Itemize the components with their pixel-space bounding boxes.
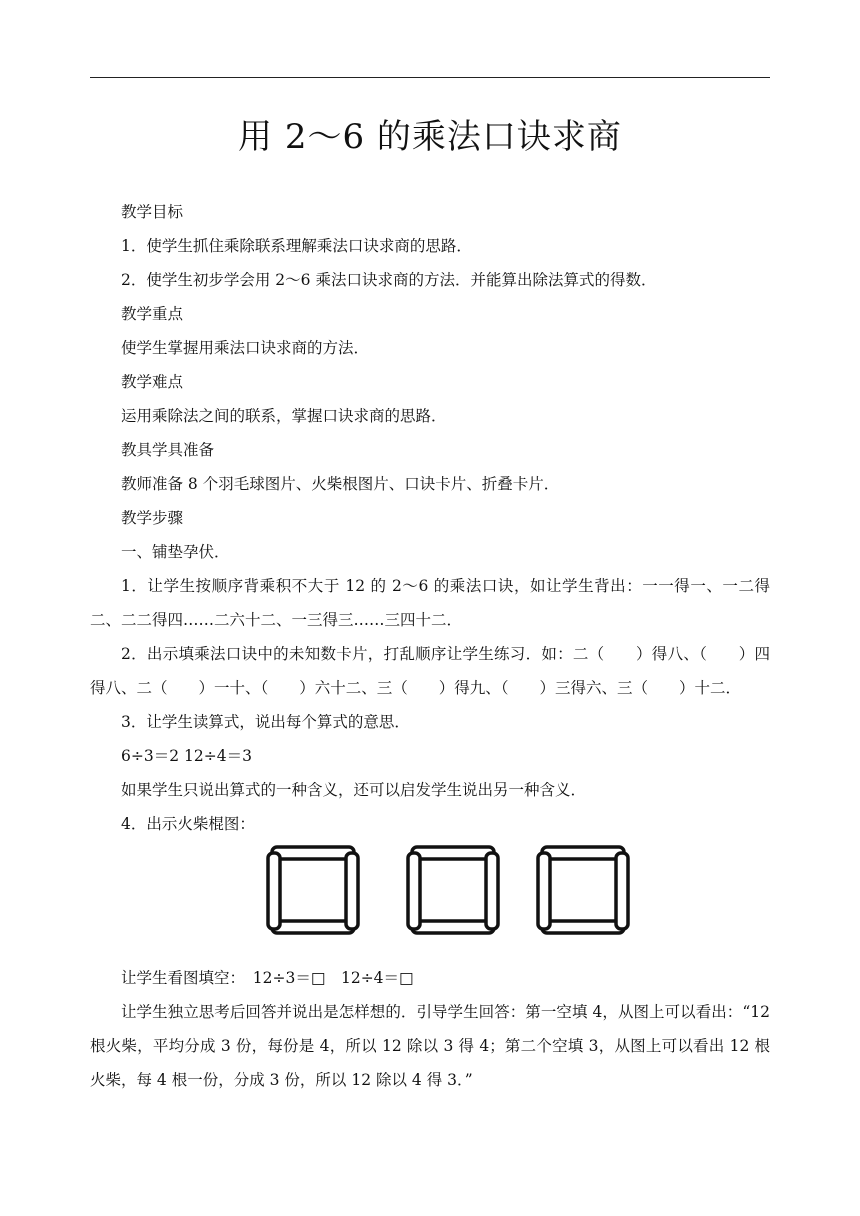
materials-text: 教师准备 8 个羽毛球图片、火柴根图片、口诀卡片、折叠卡片． (121, 475, 560, 493)
step-2: 2．出示填乘法口诀中的未知数卡片，打乱顺序让学生练习．如：二（ ）得八、（ ）四得八、二（ ）一十、（ ）六十二、三（ ）得九、（ ）三得六、三（ ）十二． (90, 645, 770, 697)
heading-difficulty: 教学难点 (121, 373, 184, 391)
answer-explanation: 让学生独立思考后回答并说出是怎样想的．引导学生回答：第一空填 4，从图上可以看出：“12 根火柴，平均分成 3 份，每份是 4，所以 12 除以 3 得 4；第二个空填 3，从图上可以看出 12 根火柴，每 4 根一份，分成 3 份，所以 12 除以 4 得 3．” (90, 1003, 770, 1089)
heading-objectives: 教学目标 (121, 203, 184, 221)
heading-key-point: 教学重点 (121, 305, 184, 323)
matchstick-square (268, 847, 358, 933)
matchstick-square (538, 847, 628, 933)
matchstick-square (408, 847, 498, 933)
document-body (90, 195, 770, 1097)
objective-1: 1．使学生抓住乘除联系理解乘法口诀求商的思路． (121, 237, 472, 255)
matchstick (542, 847, 624, 859)
matchstick (542, 921, 624, 933)
hint-text: 如果学生只说出算式的一种含义，还可以启发学生说出另一种含义． (121, 781, 587, 799)
matchstick (346, 853, 358, 929)
matchstick (412, 847, 494, 859)
key-point-text: 使学生掌握用乘法口诀求商的方法． (121, 339, 370, 357)
step-1: 1．让学生按顺序背乘积不大于 12 的 2～6 的乘法口诀，如让学生背出：一一得一、一二得二、二二得四……二六十二、一三得三……三四十二． (90, 577, 770, 629)
step-4: 4．出示火柴棍图： (121, 815, 255, 833)
matchstick (272, 921, 354, 933)
matchstick (486, 853, 498, 929)
page-title: 用 2～6 的乘法口诀求商 (238, 117, 622, 157)
step-3: 3．让学生读算式，说出每个算式的意思． (121, 713, 410, 731)
fill-in-prompt: 让学生看图填空： 12÷3＝□ 12÷4＝□ (121, 969, 414, 987)
heading-materials: 教具学具准备 (121, 441, 215, 459)
matchstick (616, 853, 628, 929)
matchstick (268, 853, 280, 929)
header-rule (90, 77, 770, 78)
matchstick (272, 847, 354, 859)
equations: 6÷3＝2 12÷4＝3 (121, 747, 252, 765)
matchstick-squares-image (90, 841, 770, 961)
step-section-1: 一、铺垫孕伏． (121, 543, 230, 561)
difficulty-text: 运用乘除法之间的联系，掌握口诀求商的思路． (121, 407, 447, 425)
heading-steps: 教学步骤 (121, 509, 184, 527)
matchstick (408, 853, 420, 929)
matchstick-figure (90, 841, 770, 961)
objective-2: 2．使学生初步学会用 2～6 乘法口诀求商的方法．并能算出除法算式的得数． (121, 271, 657, 289)
matchstick (538, 853, 550, 929)
matchstick (412, 921, 494, 933)
